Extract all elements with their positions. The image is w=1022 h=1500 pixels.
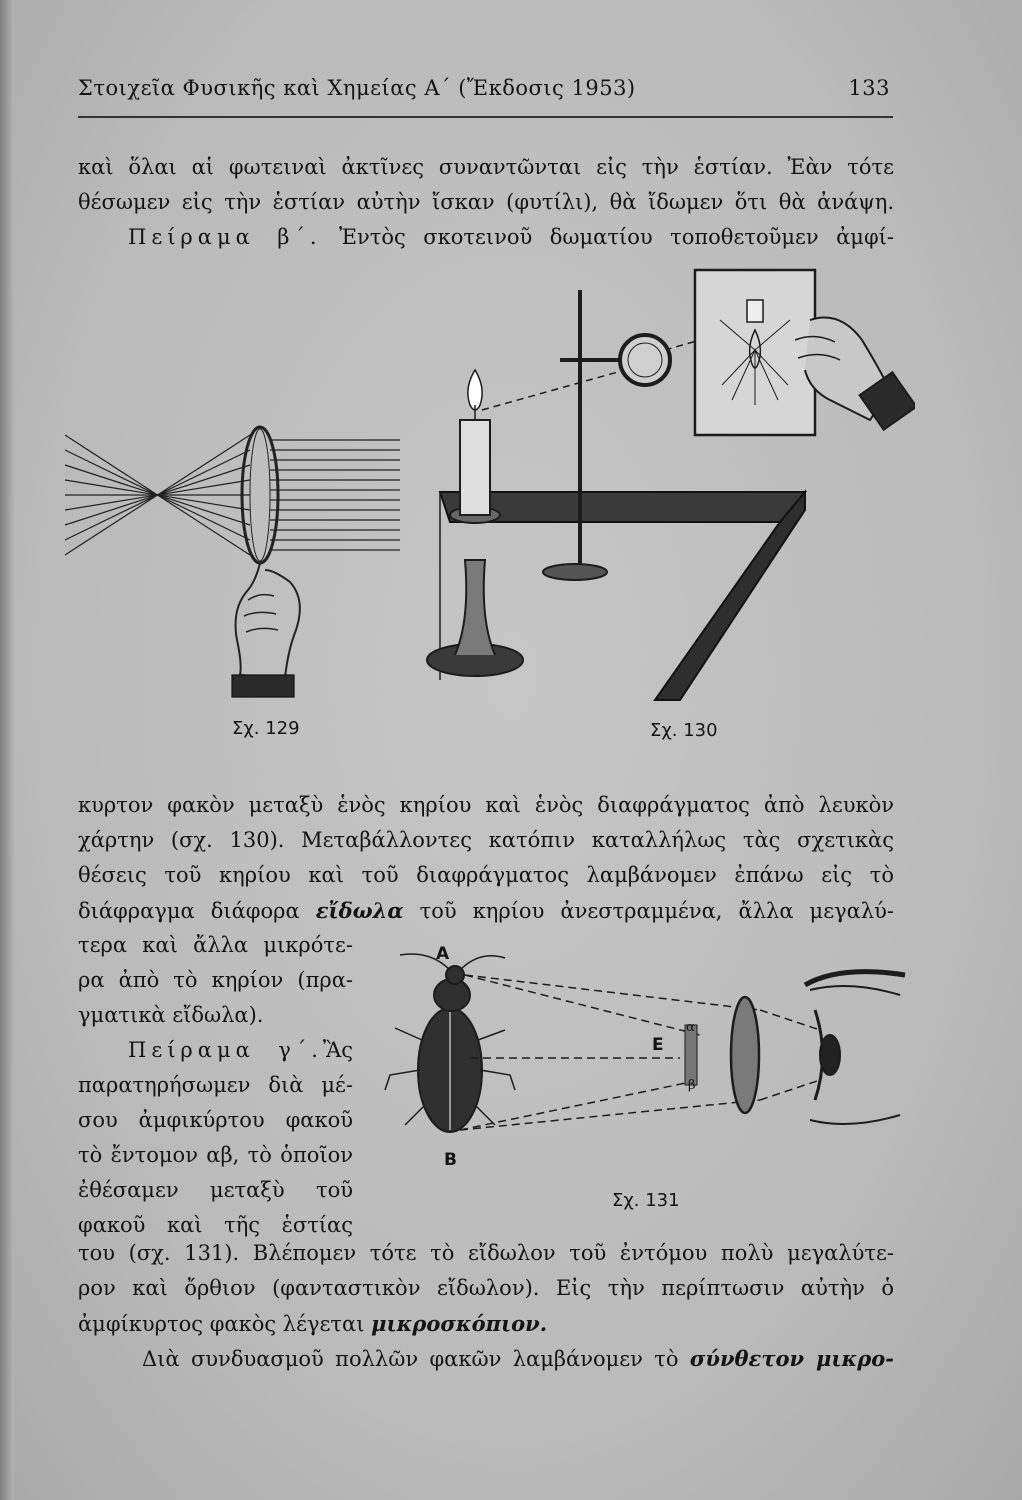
- paragraph-1: [78, 150, 894, 255]
- term-mikroskopion: μικροσκόπιον.: [371, 1311, 548, 1336]
- figure-131-magnifier: [380, 940, 910, 1170]
- text-line: σου ἀμφικύρτου φακοῦ: [78, 1108, 353, 1132]
- figure-130-caption: Σχ. 130: [650, 720, 718, 741]
- text-line: παρατηρήσωμεν διὰ μέ-: [78, 1073, 353, 1097]
- page-number: 133: [848, 76, 890, 100]
- text-line: [78, 1306, 894, 1341]
- paragraph-3: [78, 1236, 894, 1376]
- text-line: τερα καὶ ἄλλα μικρότε-: [78, 933, 353, 957]
- text-line: γματικὰ εἴδωλα).: [78, 1003, 264, 1027]
- text-fragment: διάφραγμα διάφορα: [78, 899, 300, 923]
- experiment-b-label: Πείραμα β΄.: [128, 225, 322, 249]
- text-line: θέσωμεν εἰς τὴν ἑστίαν αὐτὴν ἴσκαν (φυτίλι), θὰ ἴδωμεν ὅτι θὰ ἀνάψη.: [78, 190, 894, 214]
- text-line: ἐθέσαμεν μεταξὺ τοῦ: [78, 1178, 353, 1202]
- text-line: θέσεις τοῦ κηρίου καὶ τοῦ διαφράγματος λαμβάνομεν ἐπάνω εἰς τὸ: [78, 863, 894, 887]
- figure-131-label-alpha: α: [686, 1020, 695, 1035]
- text-line: φακοῦ καὶ τῆς ἑστίας: [78, 1213, 353, 1237]
- text-line: ρα ἀπὸ τὸ κηρίον (πρα-: [78, 968, 353, 992]
- header-rule: [78, 116, 893, 118]
- figure-131-label-e: E: [652, 1035, 664, 1055]
- text-fragment: τοῦ κηρίου ἀνεστραμμένα, ἄλλα μεγαλύ-: [419, 899, 894, 923]
- text-line: [78, 1341, 894, 1376]
- text-line: του (σχ. 131). Βλέπομεν τότε τὸ εἴδωλον τοῦ ἐντόμου πολὺ μεγαλύτε-: [78, 1241, 894, 1265]
- experiment-c-label: Πείραμα γ΄.: [128, 1038, 323, 1062]
- text-line: κυρτον φακὸν μεταξὺ ἑνὸς κηρίου καὶ ἑνὸς διαφράγματος ἀπὸ λευκὸν: [78, 793, 894, 817]
- paragraph-2: [78, 788, 894, 928]
- text-line: [78, 893, 894, 928]
- figure-129-caption: Σχ. 129: [232, 718, 300, 739]
- running-header: [78, 76, 898, 116]
- text-line: χάρτην (σχ. 130). Μεταβάλλοντες κατόπιν καταλλήλως τὰς σχετικὰς: [78, 828, 894, 852]
- figure-129-converging-lens: [60, 420, 410, 710]
- text-fragment: Ἂς: [322, 1038, 353, 1062]
- running-title: Στοιχεῖα Φυσικῆς καὶ Χημείας Α΄ (Ἔκδοσις 1953): [78, 76, 636, 100]
- text-fragment: ἀμφίκυρτος φακὸς λέγεται: [78, 1312, 365, 1336]
- term-syntheton-mikro: σύνθετον μικρο-: [689, 1346, 894, 1371]
- text-line: καὶ ὅλαι αἱ φωτειναὶ ἀκτῖνες συναντῶνται εἰς τὴν ἑστίαν. Ἐὰν τότε: [78, 155, 894, 179]
- figure-131-label-b: B: [444, 1150, 457, 1170]
- term-eidola: εἴδωλα: [315, 898, 404, 923]
- text-line: τὸ ἔντομον αβ, τὸ ὁποῖον: [78, 1143, 353, 1167]
- text-line: [78, 1033, 353, 1068]
- paragraph-2-narrow: [78, 928, 353, 1243]
- figure-130-lens-image-setup: [410, 260, 915, 710]
- figure-131-caption: Σχ. 131: [612, 1190, 680, 1211]
- text-line: ρον καὶ ὄρθιον (φανταστικὸν εἴδωλον). Εἰς τὴν περίπτωσιν αὐτὴν ὁ: [78, 1276, 894, 1300]
- text-fragment: Διὰ συνδυασμοῦ πολλῶν φακῶν λαμβάνομεν τὸ: [142, 1347, 679, 1371]
- figure-131-label-a: A: [436, 944, 450, 964]
- figure-131-label-beta: β: [688, 1078, 696, 1093]
- page-binding-edge: [0, 0, 14, 1500]
- text-fragment: Ἐντὸς σκοτεινοῦ δωματίου τοποθετοῦμεν ἀμφί-: [339, 225, 894, 249]
- text-line: [78, 220, 894, 255]
